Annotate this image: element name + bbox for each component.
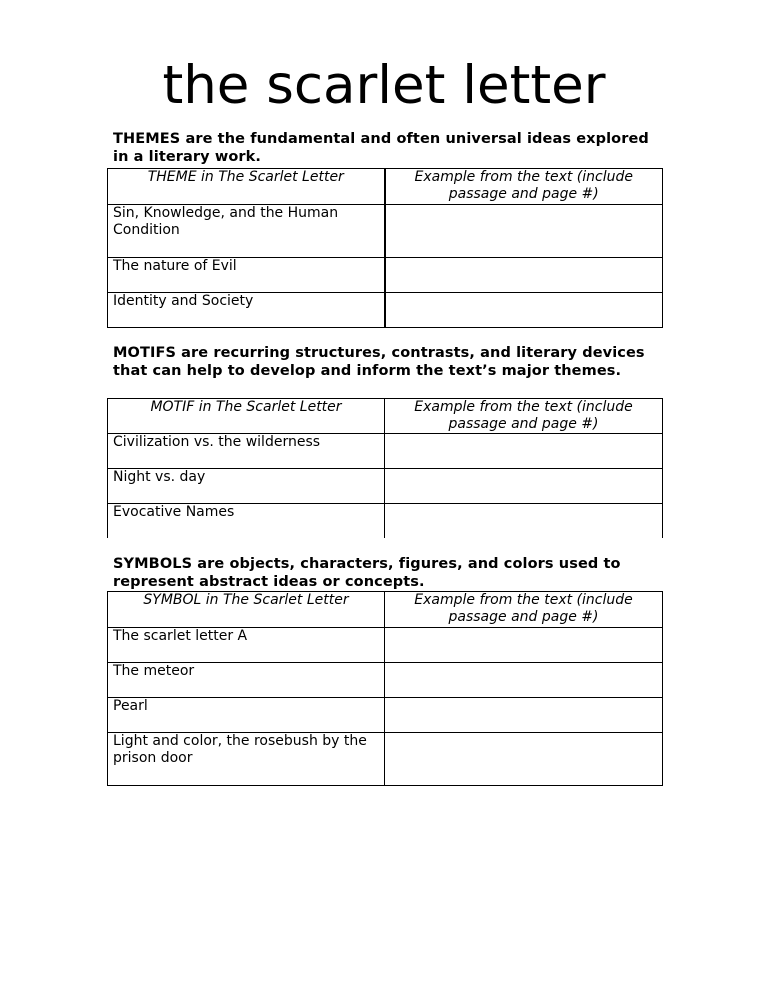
- themes-row-label: Sin, Knowledge, and the Human Condition: [108, 205, 385, 258]
- symbols-row-label: Pearl: [108, 698, 385, 733]
- symbols-header-symbol: SYMBOL in The Scarlet Letter: [108, 592, 385, 628]
- table-row: [108, 733, 663, 786]
- table-row: [108, 628, 663, 663]
- motifs-row-example-cell[interactable]: [385, 469, 663, 504]
- motifs-header-motif: MOTIF in The Scarlet Letter: [108, 399, 385, 434]
- table-row: [108, 504, 663, 538]
- symbols-row-label: The meteor: [108, 663, 385, 698]
- document-title: the scarlet letter: [162, 55, 606, 116]
- themes-row-example-cell[interactable]: [385, 205, 663, 258]
- themes-row-label: The nature of Evil: [108, 258, 385, 293]
- table-row: [108, 663, 663, 698]
- themes-row-example-cell[interactable]: [385, 293, 663, 328]
- table-row: [108, 258, 663, 293]
- table-row: [108, 698, 663, 733]
- themes-header-example: Example from the text (include passage and page #): [385, 169, 663, 205]
- themes-intro: THEMES are the fundamental and often universal ideas explored in a literary work.: [113, 131, 649, 165]
- symbols-row-example-cell[interactable]: [385, 628, 663, 663]
- themes-header-theme: THEME in The Scarlet Letter: [108, 169, 385, 205]
- motifs-header-example: Example from the text (include passage and page #): [385, 399, 663, 434]
- table-row: [108, 469, 663, 504]
- themes-header-row: [108, 169, 663, 205]
- themes-table: [107, 168, 663, 328]
- motifs-row-label: Evocative Names: [108, 504, 385, 538]
- motifs-row-example-cell[interactable]: [385, 504, 663, 538]
- table-row: [108, 434, 663, 469]
- motifs-row-label: Civilization vs. the wilderness: [108, 434, 385, 469]
- motifs-table: [107, 398, 663, 538]
- table-row: [108, 293, 663, 328]
- symbols-header-example: Example from the text (include passage and page #): [385, 592, 663, 628]
- symbols-intro: SYMBOLS are objects, characters, figures, and colors used to represent abstract ideas or concepts.: [113, 556, 621, 590]
- table-row: [108, 205, 663, 258]
- symbols-row-label: Light and color, the rosebush by the prison door: [108, 733, 385, 786]
- symbols-row-example-cell[interactable]: [385, 663, 663, 698]
- motifs-row-label: Night vs. day: [108, 469, 385, 504]
- symbols-table: [107, 591, 663, 786]
- motifs-row-example-cell[interactable]: [385, 434, 663, 469]
- motifs-header-row: [108, 399, 663, 434]
- symbols-row-label: The scarlet letter A: [108, 628, 385, 663]
- symbols-row-example-cell[interactable]: [385, 733, 663, 786]
- themes-row-label: Identity and Society: [108, 293, 385, 328]
- symbols-header-row: [108, 592, 663, 628]
- symbols-row-example-cell[interactable]: [385, 698, 663, 733]
- motifs-intro: MOTIFS are recurring structures, contrasts, and literary devices that can help to develop and inform the text’s major themes.: [113, 345, 645, 379]
- themes-row-example-cell[interactable]: [385, 258, 663, 293]
